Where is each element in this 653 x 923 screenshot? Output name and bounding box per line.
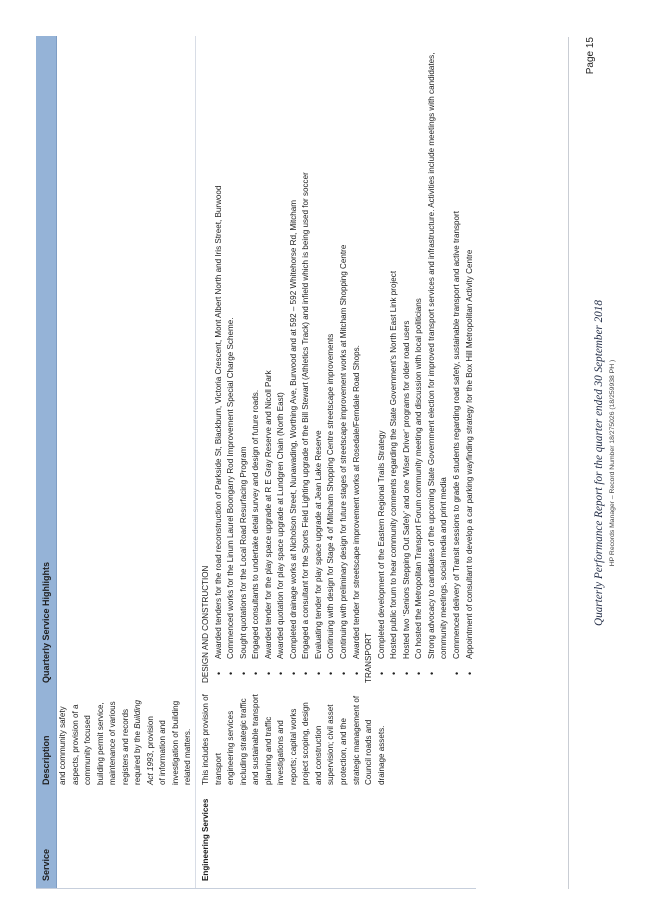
list-item: • Appointment of consultant to develop a car parking wayfinding strategy for the Box Hill Metropolitan Activity Centre	[464, 42, 477, 683]
list-item: • Engaged a consultant for the Sports Field Lighting upgrade of the Bill Stewart (Athletics Track) and infield which is being used for soccer	[300, 42, 313, 683]
table-row	[196, 36, 476, 888]
description-cell: This includes provision of transport engineering services including strategic traffic and sustainable transport planning and traffic investigations and reports; capital works project scoping, design and construction supervision; civil asset protection, and the strategic management of Council roads and drainage assets.	[201, 694, 386, 785]
highlights-cell	[57, 36, 195, 689]
section-heading: TRANSPORT	[364, 633, 374, 683]
list-item: • Hosted public forum to hear community comments regarding the State Government’s North East Link project	[388, 42, 401, 683]
list-item: • Co hosted the Metropolitan Transport Forum community meeting and discussion with local politicians	[413, 42, 426, 683]
list-item: • Sought quotations for the Local Road Resurfacing Program	[238, 42, 251, 683]
list-item: • Awarded tender for streetscape improvement works at Rosedale/Ferndale Road Shops.	[351, 42, 364, 683]
service-cell: Engineering Services	[201, 798, 211, 881]
list-item: • Completed development of the Eastern Regional Trails Strategy	[376, 42, 389, 683]
list-item: • Awarded tenders for the road reconstruction of Parkside St, Blackburn, Victoria Crescent, Mont Albert North and Iris Street, Burwood	[213, 42, 226, 683]
list-item: • Commenced works for the Linum Laurel Boongarry Rod Improvement Special Charge Scheme.	[225, 42, 238, 683]
service-cell	[57, 791, 195, 888]
list-item: • Engaged consultants to undertake detail survey and design of future roads.	[250, 42, 263, 683]
list-item: • Evaluating tender for play space upgrade at Jean Lake Reserve	[313, 42, 326, 683]
header-description: Description	[41, 735, 51, 785]
page-footer	[568, 37, 639, 889]
highlights-cell	[196, 36, 476, 689]
list-item: • Completed drainage works at Nicholson Street, Nunawading, Worthing Ave, Burwood and at 592 – 592 Whitehorse Rd, Mitcham	[288, 42, 301, 683]
page-number: Page 15	[585, 37, 596, 75]
header-service: Service	[41, 848, 51, 881]
list-item: • Continuing with design for Stage 4 of Mitcham Shopping Centre streetscape improvements	[325, 42, 338, 683]
bullet-list	[213, 42, 364, 683]
list-item: • Commenced delivery of Transit sessions to grade 6 students regarding road safety, sustainable transport and active transport	[451, 42, 464, 683]
table-header-row	[36, 36, 57, 888]
records-reference: HP Records Manager – Record Number 18/275026 (18/259938 PH )	[609, 359, 616, 567]
act-title: Building Act 1993	[133, 699, 155, 785]
list-item: • Continuing with preliminary design for future stages of streetscape improvement works at Mitcham Shopping Centre	[338, 42, 351, 683]
service-highlights-table	[36, 36, 476, 889]
list-item: • Awarded quotation for play space upgrade at Lundgren Chain (North East)	[275, 42, 288, 683]
list-item: • Strong advocacy to candidates of the upcoming State Government election for improved transport services and infrastructure. Activities include meetings with candidates, community meetings, social media and print media	[426, 42, 451, 683]
table-row	[57, 36, 196, 888]
bullet-list	[376, 42, 476, 683]
description-cell: and community safety aspects, provision of a community focused building permit service, maintenance of various registers and records required by the Building Act 1993, provision of information and investigation of building related matters.	[58, 699, 193, 785]
header-highlights: Quarterly Service Highlights	[41, 561, 51, 683]
list-item: • Awarded tender for the play space upgrade at R E Gray Reserve and Nicoll Park	[263, 42, 276, 683]
section-heading: DESIGN AND CONSTRUCTION	[201, 565, 211, 683]
list-item: • Hosted two ‘Seniors Stepping Out Safely’ and one ‘Wiser Driver’ programs for older road users	[401, 42, 414, 683]
report-title: Quarterly Performance Report for the quarter ended 30 September 2018	[593, 300, 605, 626]
